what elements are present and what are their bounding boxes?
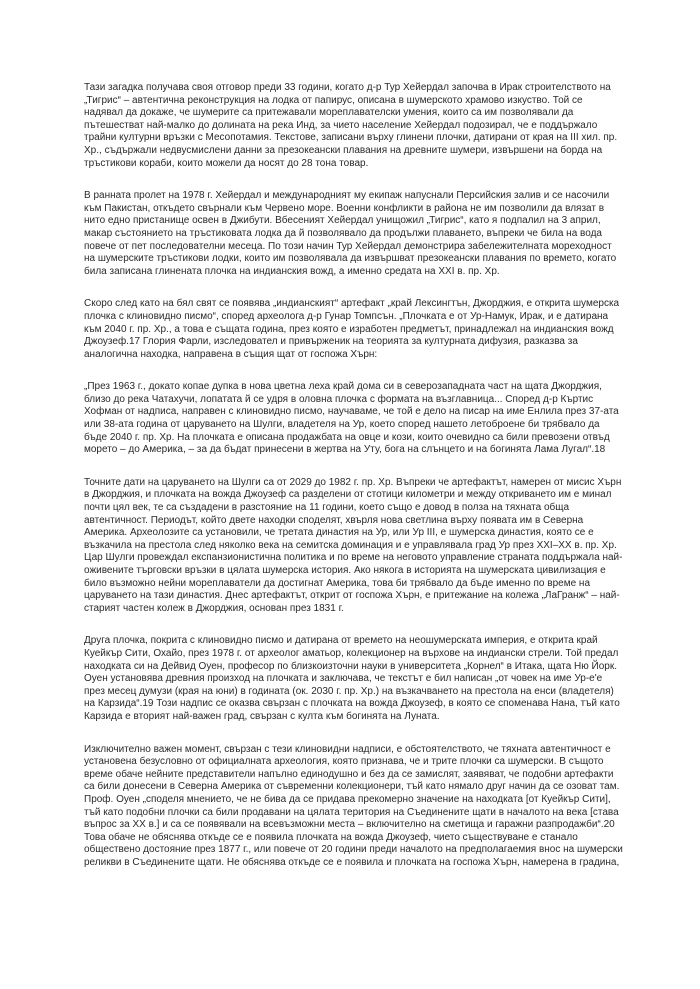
paragraph-7: Изключително важен момент, свързан с тези клиновидни надписи, е обстоятелството, че тяхната автентичност е установена безусловно от официалната археология, която признава, че и трите плочки са шумерски. В същото време обаче нейните представители напълно единодушно и без да се замислят, заявяват, че подобни артефакти са били донесени в Северна Америка от съвременни колекционери, тъй като нямало друг начин да се озоват там. Проф. Оуен „споделя мнението, че не бива да се придава прекомерно значение на находката [от Куейкър Сити], тъй като подобни плочки са били продавани на цялата територия на Съединените щати в началото на века [става въпрос за XX в.] и са се появявали на всевъзможни места – включително на сметища и гаражни разпродажби“.20 Това обаче не обяснява откъде се е появила плочката на вожда Джоузеф, чието съществуване е станало обществено достояние през 1877 г., или повече от 20 години преди началото на предполагаемия внос на шумерски реликви в Съединените щати. Не обяснява откъде се е появила и плочката на госпожа Хърн, намерена в градина, xyxy=(84,743,623,868)
paragraph-3: Скоро след като на бял свят се появява „индианският“ артефакт „край Лексингтън, Джорджия, е открита шумерска плочка с клиновидно писмо“, според археолога д-р Гунар Томпсън. „Плочката е от Ур-Намук, Ирак, и е датирана към 2040 г. пр. Хр., а това е същата година, през която е изработен предметът, принадлежал на индианския вожд Джоузеф.17 Глория Фарли, изследовател и привърженик на теорията за културната дифузия, разказва за аналогична находка, направена в същия щат от госпожа Хърн: xyxy=(84,298,620,360)
paragraph-2: В ранната пролет на 1978 г. Хейердал и международният му екипаж напуснали Персийския залив и се насочили към Пакистан, откъдето свърнали към Червено море. Военни конфликти в района не им позволили да влязат в нито едно пристанище освен в Джибути. Вбесеният Хейердал унищожил „Тигрис“, като я подпалил на 3 април, макар състоянието на тръстиковата лодка да й позволявало да продължи плаването, въпреки че била на вода повече от пет последователни месеца. По този начин Тур Хейердал демонстрира забележителната мореходност на шумерските тръстикови лодки, които им позволявала да извършват презокеански плавания по времето, когато била записана глинената плочка на индианския вожд, а именно средата на XXI в. пр. Хр. xyxy=(84,190,617,277)
paragraph-5: Точните дати на царуването на Шулги са от 2029 до 1982 г. пр. Хр. Въпреки че артефактът, намерен от мисис Хърн в Джорджия, и плочката на вожда Джоузеф са разделени от стотици километри и между откриването им е минал почти цял век, те са създадени в разстояние на 11 години, което също е довод в полза на тяхната обща автентичност. Периодът, който двете находки споделят, хвърля нова светлина върху появата им в Северна Америка. Археолозите са установили, че третата династия на Ур, или Ур III, е шумерска династия, която се е възкачила на престола след няколко века на семитска доминация и е управлявала град Ур през XXI–XX в. пр. Хр. Цар Шулги провеждал експанзионистична политика и по време на неговото управление страната поддържала най-оживените търговски връзки в цялата шумерска история. Ако някога в историята на шумерската цивилизация е било възможно нейни мореплаватели да достигнат Америка, това би трябвало да бъде именно по време на царуването на тази династия. Днес артефактът, открит от госпожа Хърн, е притежание на колежа „ЛаГранж“ – най-старият частен колеж в Джорджия, основан през 1831 г. xyxy=(84,476,623,614)
paragraph-4-quote: „През 1963 г., докато копае дупка в нова цветна леха край дома си в северозападната част на щата Джорджия, близо до река Чатахучи, лопатата й се удря в оловна плочка с формата на възглавница... Според д-р Къртис Хофман от надписа, направен с клиновидно писмо, научаваме, че той е дело на писар на име Енлила през 37-ата или 38-ата година от царуването на Шулги, владетеля на Ур, което според нашето летоброене би трябвало да бъде 2040 г. пр. Хр. На плочката е описана продажбата на овце и кози, които очевидно са били превозени отвъд морето – до Америка, – за да бъдат принесени в жертва на Уту, бога на слънцето и на богинята Лама Лугал“.18 xyxy=(84,381,619,456)
paragraph-1: Тази загадка получава своя отговор преди 33 години, когато д-р Тур Хейердал започва в Ирак строителството на „Тигрис“ – автентична реконструкция на лодка от папирус, описана в шумерското храмово изкуство. Той се надявал да докаже, че шумерите са притежавали мореплавателски умения, които са им позволявали да пътешестват най-малко до долината на река Инд, за чието население Хейердал подозирал, че е поддържало трайни културни връзки с Месопотамия. Текстове, записани върху глинени плочки, датирани от края на III хил. пр. Хр., съдържали недвусмислени данни за презокеански плавания на древните шумери, извършени на борда на тръстикови кораби, които можели да носят до 28 тона товар. xyxy=(84,82,618,169)
paragraph-6: Друга плочка, покрита с клиновидно писмо и датирана от времето на неошумерската империя, е открита край Куейкър Сити, Охайо, през 1978 г. от археолог аматьор, колекционер на върхове на индиански стрели. Той предал находката си на Дейвид Оуен, професор по близкоизточни науки в университета „Корнел“ в Итака, щата Ню Йорк. Оуен установява древния произход на плочката и заключава, че текстът е бил написан „от човек на име Ур-е'е през месец думузи (края на юни) в годината (ок. 2030 г. пр. Хр.) на възкачването на престола на енси (владетеля) на Карзида“.19 Този надпис се оказва свързан с плочката на вожда Джоузеф, в която се споменава Нанa, тъй като Карзида е вторият най-важен град, свързан с култа към богинята на Луната. xyxy=(84,635,620,722)
document-page xyxy=(84,82,624,869)
